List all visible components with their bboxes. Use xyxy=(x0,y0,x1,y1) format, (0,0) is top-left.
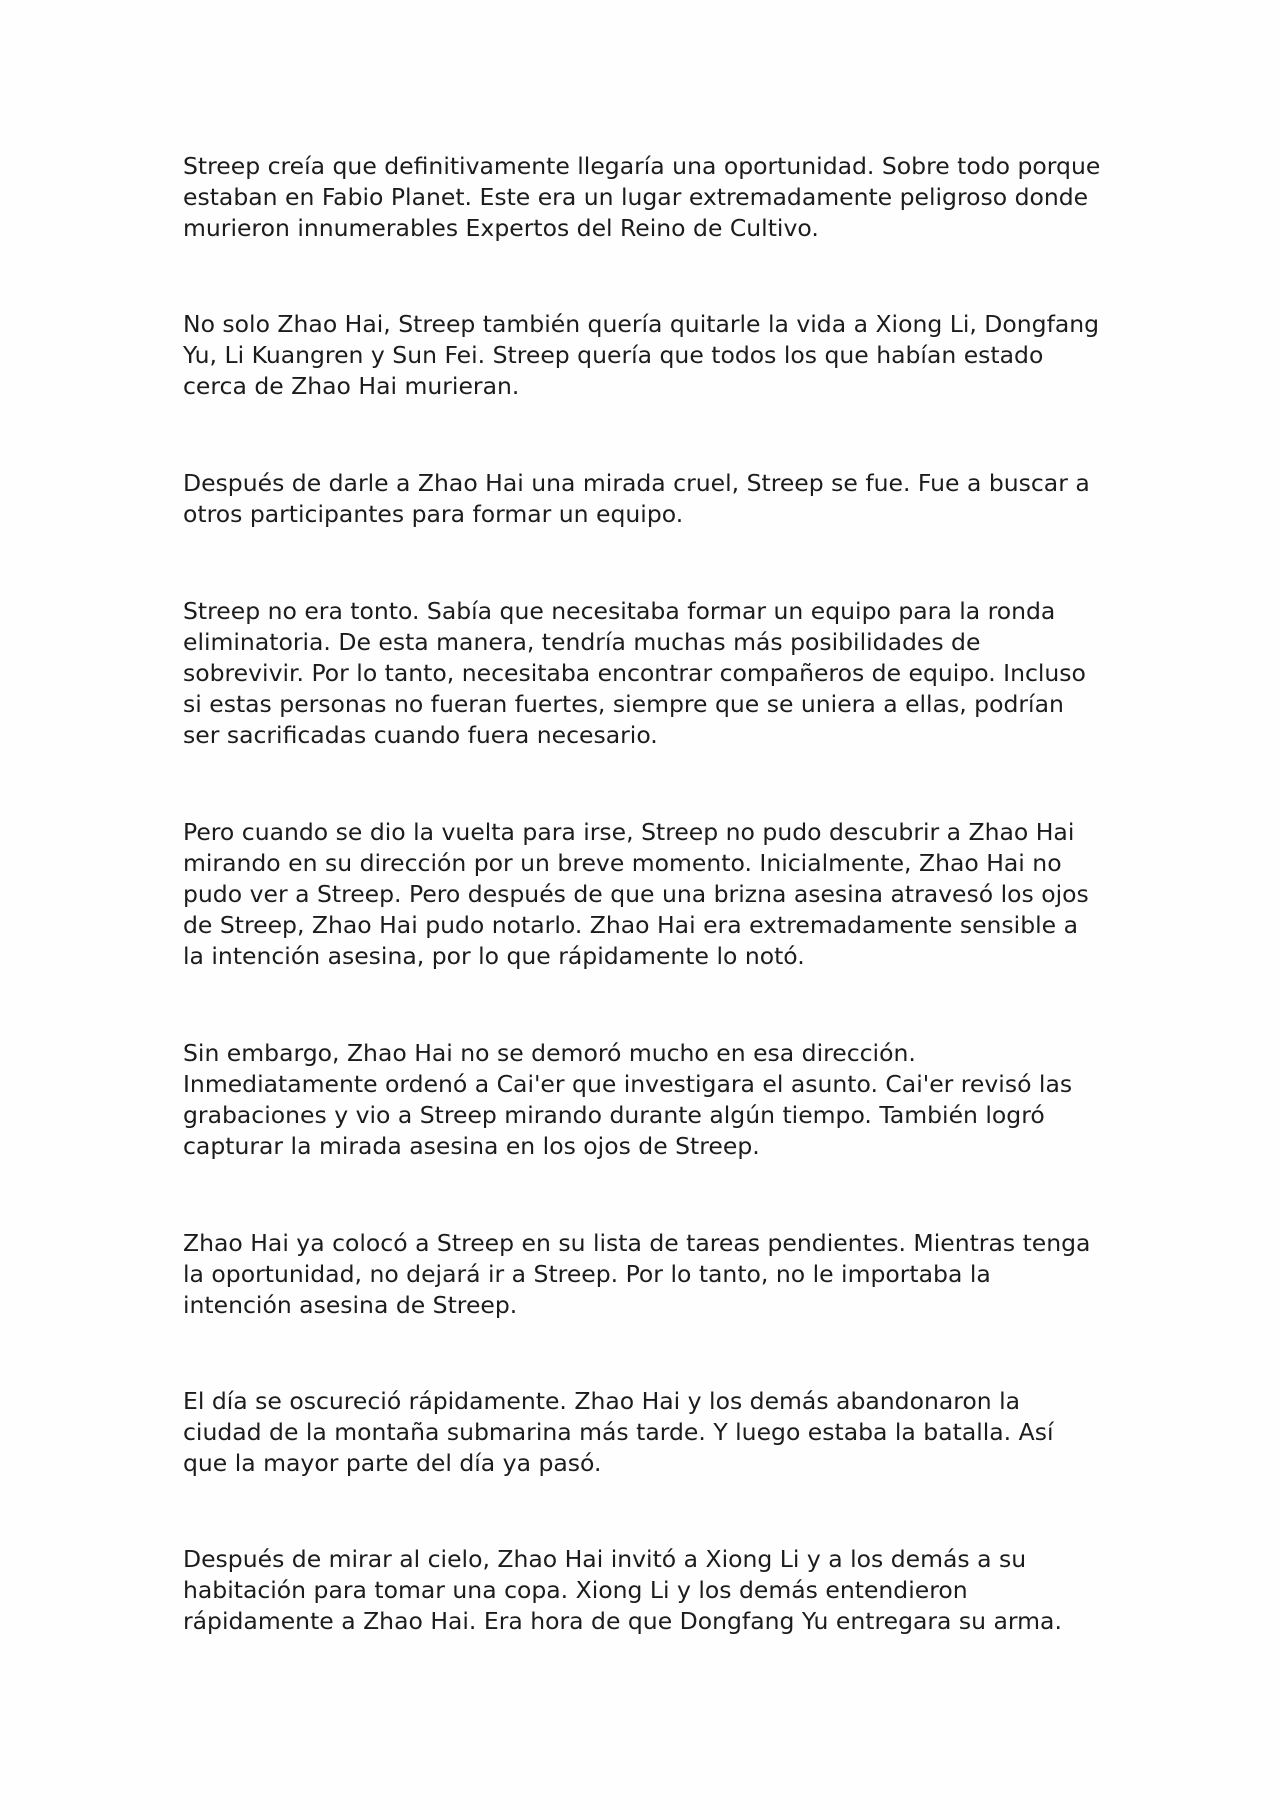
paragraph-8: El día se oscureció rápidamente. Zhao Hai y los demás abandonaron la ciudad de la montaña submarina más tarde. Y luego estaba la batalla. Así que la mayor parte del día ya pasó. xyxy=(183,1387,1054,1477)
paragraph-2: No solo Zhao Hai, Streep también quería quitarle la vida a Xiong Li, Dongfang Yu, Li Kuangren y Sun Fei. Streep quería que todos los que habían estado cerca de Zhao Hai murieran. xyxy=(183,310,1100,400)
paragraph-5: Pero cuando se dio la vuelta para irse, Streep no pudo descubrir a Zhao Hai mirando en su dirección por un breve momento. Inicialmente, Zhao Hai no pudo ver a Streep. Pero después de que una brizna asesina atravesó los ojos de Streep, Zhao Hai pudo notarlo. Zhao Hai era extremadamente sensible a la intención asesina, por lo que rápidamente lo notó. xyxy=(183,818,1089,970)
paragraph-9: Después de mirar al cielo, Zhao Hai invitó a Xiong Li y a los demás a su habitación para tomar una copa. Xiong Li y los demás entendieron rápidamente a Zhao Hai. Era hora de que Dongfang Yu entregara su arma. xyxy=(183,1545,1062,1635)
paragraph-1: Streep creía que definitivamente llegaría una oportunidad. Sobre todo porque estaban en Fabio Planet. Este era un lugar extremadamente peligroso donde murieron innumerables Expertos del Reino de Cultivo. xyxy=(183,152,1101,242)
paragraph-3: Después de darle a Zhao Hai una mirada cruel, Streep se fue. Fue a buscar a otros participantes para formar un equipo. xyxy=(183,469,1090,528)
paragraph-6: Sin embargo, Zhao Hai no se demoró mucho en esa dirección. Inmediatamente ordenó a Cai'er que investigara el asunto. Cai'er revisó las grabaciones y vio a Streep mirando durante algún tiempo. También logró capturar la mirada asesina en los ojos de Streep. xyxy=(183,1039,1073,1160)
paragraph-4: Streep no era tonto. Sabía que necesitaba formar un equipo para la ronda eliminatoria. De esta manera, tendría muchas más posibilidades de sobrevivir. Por lo tanto, necesitaba encontrar compañeros de equipo. Incluso si estas personas no fueran fuertes, siempre que se uniera a ellas, podrían ser sacrificadas cuando fuera necesario. xyxy=(183,597,1086,749)
paragraph-7: Zhao Hai ya colocó a Streep en su lista de tareas pendientes. Mientras tenga la oportunidad, no dejará ir a Streep. Por lo tanto, no le importaba la intención asesina de Streep. xyxy=(183,1229,1091,1319)
